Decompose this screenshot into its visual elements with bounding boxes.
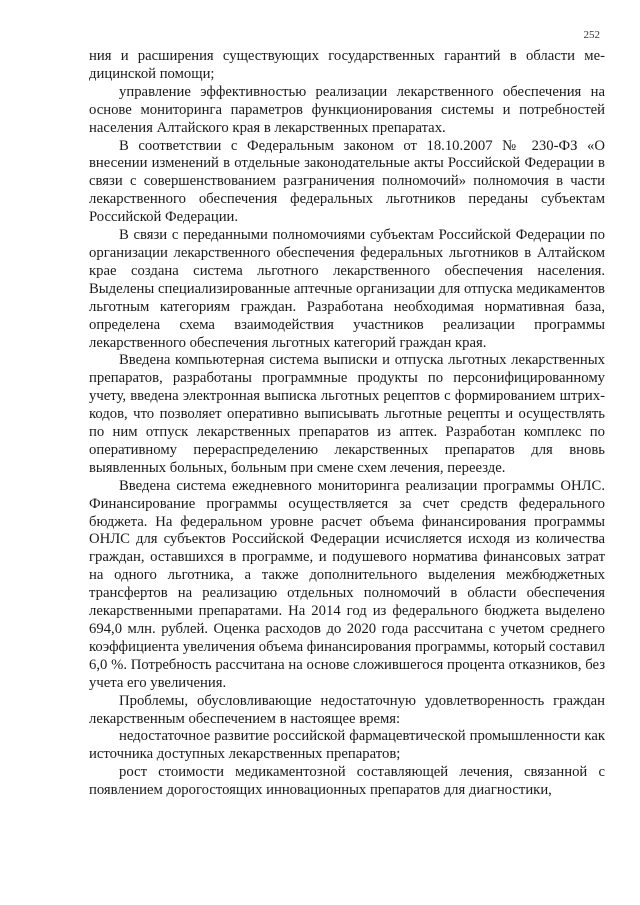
paragraph-efficiency-management: управление эффективностью реализации лекарственного обеспечения на основе мониторинга параметров функционирования системы и потребностей населения Алтайского края в лекарственных препаратах. <box>89 83 605 136</box>
page-number: 252 <box>583 29 600 41</box>
paragraph-monitoring-financing: Введена система ежедневного мониторинга реализации программы ОНЛС. Финансирование программы осуществляется за счет средств федерального бюджета. На федеральном уровне расчет объема финансирования программы ОНЛС для субъектов Российской Федерации исчисляется исходя из количества граждан, оставшихся в программе, и подушевого норматива финансовых затрат на одного льготника, а также дополнительного выделения межбюджетных трансфертов на реализацию отдельных полномочий в области обеспечения лекарственными препаратами. На 2014 год из федерального бюджета выделено 694,0 млн. рублей. Оценка расходов до 2020 года рассчитана с учетом среднего коэффициента увеличения объема финансирования программы, который составил 6,0 %. Потребность рассчитана на основе сложившегося процента отказников, без учета его увеличения. <box>89 477 605 691</box>
paragraph-federal-law: В соответствии с Федеральным законом от 18.10.2007 № 230-ФЗ «О внесении изменений в отдельные законодательные акты Российской Федерации в связи с совершенствованием разграничения полномочий» полномочия в части лекарственного обеспечения федеральных льготников переданы субъектам Российской Федерации. <box>89 137 605 226</box>
paragraph-transferred-powers: В связи с переданными полномочиями субъектам Российской Федерации по организации лекарственного обеспечения федеральных льготников в Алтайском крае создана система льготного лекарственного обеспечения населения. Выделены специализированные аптечные организации для отпуска медикаментов льготным категориям граждан. Разработана необходимая нормативная база, определена схема взаимодействия участников реализации программы лекарственного обеспечения льготных категорий граждан края. <box>89 227 605 351</box>
paragraph-problem-cost-growth: рост стоимости медикаментозной составляющей лечения, связанной с появлением дорогостоящих инновационных препаратов для диагностики, <box>89 764 605 799</box>
paragraph-problem-pharma-industry: недостаточное развитие российской фармацевтической промышленности как источника доступных лекарственных препаратов; <box>89 728 605 763</box>
document-body <box>89 48 605 800</box>
paragraph-problems-intro: Проблемы, обусловливающие недостаточную удовлетворенность граждан лекарственным обеспечением в настоящее время: <box>89 692 605 727</box>
paragraph-computer-system: Введена компьютерная система выписки и отпуска льготных лекарственных препаратов, разработаны программные продукты по персонифицированному учету, введена электронная выписка льготных рецептов с формированием штрих-кодов, что позволяет оперативно выписывать льготные рецепты и осуществлять по ним отпуск лекарственных препаратов из аптек. Разработан комплекс по оперативному перераспределению лекарственных препаратов для вновь выявленных больных, больным при смене схем лечения, переезде. <box>89 352 605 476</box>
paragraph-continuation: ния и расширения существующих государственных гарантий в области медицинской помощи; <box>89 48 605 82</box>
